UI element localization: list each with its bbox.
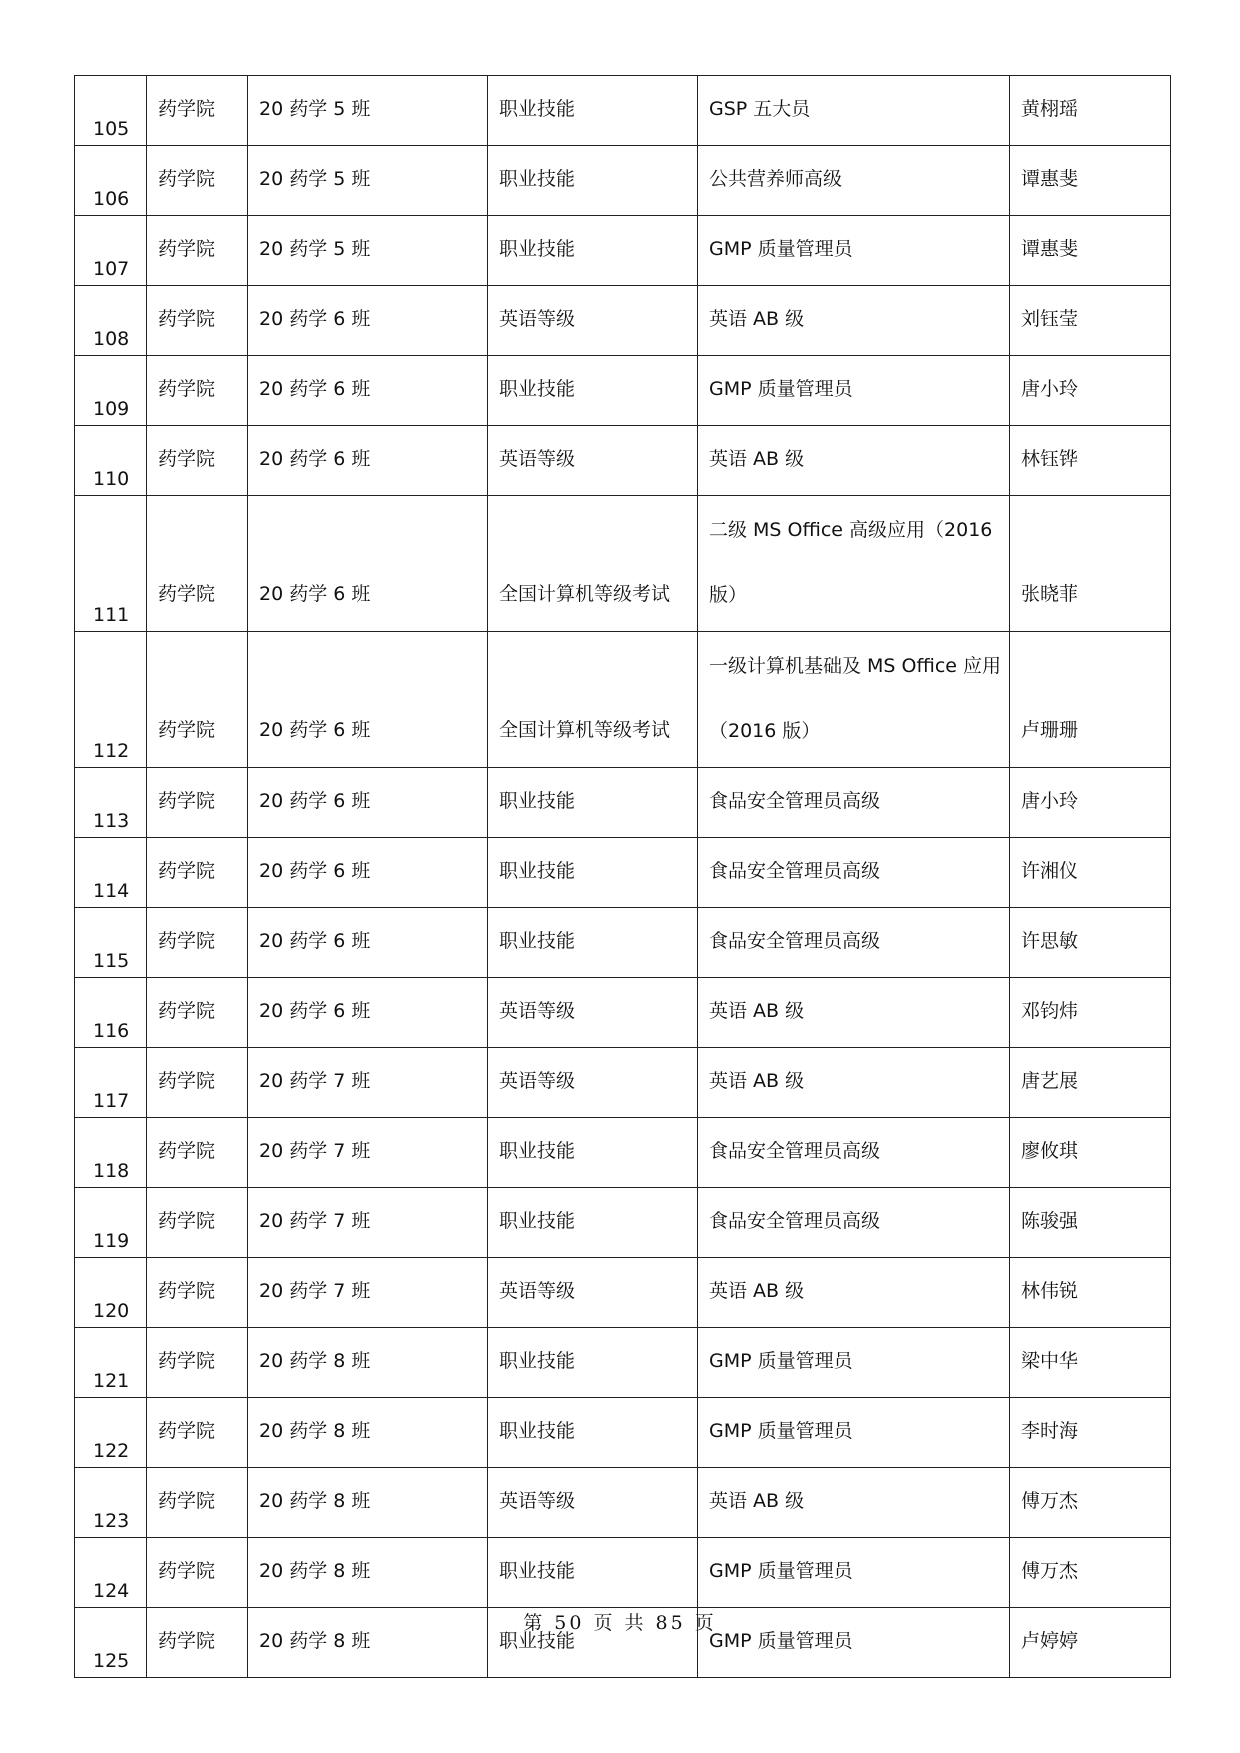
category-cell-text: 职业技能 [499, 168, 576, 190]
class-cell [248, 1188, 488, 1258]
row-number: 109 [75, 356, 147, 426]
certificate-item-cell [698, 1118, 1010, 1188]
table-row [75, 1328, 1171, 1398]
row-number: 111 [75, 496, 147, 632]
certificate-item-cell-text: 英语 AB 级 [709, 448, 805, 470]
college-cell [147, 1398, 248, 1468]
certificate-item-cell-text: GMP 质量管理员 [709, 1420, 853, 1442]
class-cell [248, 908, 488, 978]
class-cell [248, 768, 488, 838]
category-cell [488, 1398, 698, 1468]
college-cell-text: 药学院 [158, 1630, 216, 1652]
student-name-cell-text: 许湘仪 [1021, 860, 1079, 882]
class-cell-text: 20 药学 5 班 [259, 238, 371, 260]
row-number: 116 [75, 978, 147, 1048]
college-cell [147, 1538, 248, 1608]
college-cell [147, 1258, 248, 1328]
student-name-cell-text: 廖攸琪 [1021, 1140, 1079, 1162]
category-cell-text: 职业技能 [499, 930, 576, 952]
college-cell-text: 药学院 [158, 238, 216, 260]
class-cell-text: 20 药学 6 班 [259, 719, 371, 741]
table-row [75, 496, 1171, 632]
college-cell [147, 426, 248, 496]
table-row [75, 1398, 1171, 1468]
table-row [75, 1258, 1171, 1328]
certificate-item-cell-text: 食品安全管理员高级 [709, 860, 881, 882]
table-row [75, 216, 1171, 286]
college-cell-text: 药学院 [158, 790, 216, 812]
class-cell-text: 20 药学 7 班 [259, 1070, 371, 1092]
student-name-cell [1010, 356, 1171, 426]
row-number: 113 [75, 768, 147, 838]
student-name-cell-text: 林伟锐 [1021, 1280, 1079, 1302]
category-cell [488, 1468, 698, 1538]
certificate-item-cell [698, 1468, 1010, 1538]
certificate-item-cell-text: 二级 MS Office 高级应用（2016 版） [709, 519, 993, 606]
student-name-cell-text: 林钰铧 [1021, 448, 1079, 470]
category-cell-text: 英语等级 [499, 448, 576, 470]
college-cell-text: 药学院 [158, 860, 216, 882]
row-number: 125 [75, 1608, 147, 1678]
student-name-cell [1010, 768, 1171, 838]
row-number: 120 [75, 1258, 147, 1328]
category-cell-text: 职业技能 [499, 860, 576, 882]
certificate-item-cell [698, 908, 1010, 978]
category-cell [488, 1118, 698, 1188]
category-cell-text: 职业技能 [499, 1560, 576, 1582]
table-row [75, 768, 1171, 838]
certificate-item-cell [698, 1258, 1010, 1328]
certificate-item-cell [698, 1538, 1010, 1608]
student-name-cell-text: 卢婷婷 [1021, 1630, 1079, 1652]
category-cell [488, 76, 698, 146]
certificate-item-cell-text: GMP 质量管理员 [709, 378, 853, 400]
college-cell-text: 药学院 [158, 448, 216, 470]
category-cell [488, 1048, 698, 1118]
certificate-item-cell-text: 英语 AB 级 [709, 1000, 805, 1022]
college-cell [147, 286, 248, 356]
college-cell-text: 药学院 [158, 168, 216, 190]
student-name-cell [1010, 632, 1171, 768]
class-cell [248, 1328, 488, 1398]
student-name-cell-text: 黄栩瑶 [1021, 98, 1079, 120]
class-cell [248, 1118, 488, 1188]
class-cell [248, 496, 488, 632]
category-cell [488, 768, 698, 838]
certificate-item-cell-text: 食品安全管理员高级 [709, 1210, 881, 1232]
table-row [75, 1188, 1171, 1258]
row-number: 105 [75, 76, 147, 146]
row-number: 106 [75, 146, 147, 216]
row-number: 118 [75, 1118, 147, 1188]
college-cell-text: 药学院 [158, 308, 216, 330]
certificate-item-cell-text: 食品安全管理员高级 [709, 930, 881, 952]
student-name-cell-text: 张晓菲 [1021, 583, 1079, 605]
category-cell [488, 838, 698, 908]
certificate-item-cell [698, 768, 1010, 838]
category-cell [488, 632, 698, 768]
student-name-cell [1010, 1398, 1171, 1468]
certificate-item-cell-text: 英语 AB 级 [709, 1070, 805, 1092]
class-cell-text: 20 药学 7 班 [259, 1280, 371, 1302]
student-name-cell-text: 唐艺展 [1021, 1070, 1079, 1092]
student-name-cell-text: 陈骏强 [1021, 1210, 1079, 1232]
college-cell [147, 768, 248, 838]
category-cell [488, 1188, 698, 1258]
college-cell [147, 1188, 248, 1258]
class-cell [248, 838, 488, 908]
college-cell-text: 药学院 [158, 1140, 216, 1162]
class-cell [248, 356, 488, 426]
certificate-item-cell [698, 76, 1010, 146]
certificate-item-cell [698, 496, 1010, 632]
student-name-cell-text: 李时海 [1021, 1420, 1079, 1442]
category-cell-text: 职业技能 [499, 1210, 576, 1232]
student-name-cell [1010, 1118, 1171, 1188]
category-cell-text: 职业技能 [499, 378, 576, 400]
class-cell [248, 146, 488, 216]
student-name-cell [1010, 1258, 1171, 1328]
student-name-cell [1010, 908, 1171, 978]
certificate-item-cell [698, 286, 1010, 356]
college-cell-text: 药学院 [158, 1560, 216, 1582]
student-name-cell-text: 唐小玲 [1021, 790, 1079, 812]
class-cell [248, 1258, 488, 1328]
category-cell [488, 1538, 698, 1608]
certificate-item-cell-text: GMP 质量管理员 [709, 1350, 853, 1372]
class-cell-text: 20 药学 6 班 [259, 308, 371, 330]
row-number: 119 [75, 1188, 147, 1258]
student-name-cell [1010, 838, 1171, 908]
student-name-cell-text: 唐小玲 [1021, 378, 1079, 400]
category-cell-text: 英语等级 [499, 1070, 576, 1092]
class-cell-text: 20 药学 6 班 [259, 790, 371, 812]
category-cell-text: 职业技能 [499, 1350, 576, 1372]
table-row [75, 908, 1171, 978]
row-number: 108 [75, 286, 147, 356]
college-cell [147, 838, 248, 908]
certificate-item-cell-text: GMP 质量管理员 [709, 1630, 853, 1652]
page-number-footer: 第 50 页 共 85 页 [523, 1612, 717, 1634]
class-cell-text: 20 药学 8 班 [259, 1490, 371, 1512]
student-name-cell [1010, 1048, 1171, 1118]
student-name-cell [1010, 496, 1171, 632]
certificate-item-cell-text: GMP 质量管理员 [709, 238, 853, 260]
category-cell [488, 496, 698, 632]
category-cell-text: 英语等级 [499, 1490, 576, 1512]
class-cell-text: 20 药学 7 班 [259, 1140, 371, 1162]
college-cell-text: 药学院 [158, 930, 216, 952]
table-row [75, 632, 1171, 768]
table-row [75, 286, 1171, 356]
class-cell-text: 20 药学 8 班 [259, 1350, 371, 1372]
certificate-item-cell-text: 食品安全管理员高级 [709, 1140, 881, 1162]
certificate-item-cell [698, 1188, 1010, 1258]
college-cell [147, 908, 248, 978]
row-number: 110 [75, 426, 147, 496]
category-cell-text: 职业技能 [499, 98, 576, 120]
college-cell [147, 632, 248, 768]
class-cell-text: 20 药学 6 班 [259, 1000, 371, 1022]
student-name-cell [1010, 1188, 1171, 1258]
table-row [75, 978, 1171, 1048]
class-cell-text: 20 药学 7 班 [259, 1210, 371, 1232]
college-cell [147, 1328, 248, 1398]
college-cell [147, 356, 248, 426]
table-row [75, 838, 1171, 908]
student-name-cell-text: 梁中华 [1021, 1350, 1079, 1372]
class-cell-text: 20 药学 6 班 [259, 860, 371, 882]
certificate-item-cell-text: 英语 AB 级 [709, 308, 805, 330]
class-cell-text: 20 药学 5 班 [259, 98, 371, 120]
class-cell [248, 632, 488, 768]
class-cell-text: 20 药学 8 班 [259, 1420, 371, 1442]
student-name-cell-text: 邓钧炜 [1021, 1000, 1079, 1022]
student-name-cell [1010, 1538, 1171, 1608]
category-cell-text: 职业技能 [499, 1630, 576, 1652]
student-name-cell [1010, 76, 1171, 146]
category-cell-text: 职业技能 [499, 790, 576, 812]
class-cell-text: 20 药学 6 班 [259, 448, 371, 470]
table-row [75, 356, 1171, 426]
college-cell [147, 1118, 248, 1188]
college-cell [147, 216, 248, 286]
class-cell [248, 978, 488, 1048]
certificate-item-cell [698, 632, 1010, 768]
category-cell [488, 356, 698, 426]
college-cell [147, 496, 248, 632]
category-cell [488, 286, 698, 356]
category-cell-text: 英语等级 [499, 308, 576, 330]
certificate-item-cell [698, 1048, 1010, 1118]
class-cell-text: 20 药学 6 班 [259, 583, 371, 605]
class-cell [248, 1398, 488, 1468]
student-name-cell [1010, 216, 1171, 286]
row-number: 121 [75, 1328, 147, 1398]
certificate-item-cell-text: GSP 五大员 [709, 98, 811, 120]
student-name-cell-text: 谭惠斐 [1021, 238, 1079, 260]
table-row [75, 1048, 1171, 1118]
certificate-item-cell-text: 食品安全管理员高级 [709, 790, 881, 812]
category-cell-text: 全国计算机等级考试 [499, 583, 671, 605]
category-cell [488, 1258, 698, 1328]
class-cell [248, 1468, 488, 1538]
category-cell-text: 全国计算机等级考试 [499, 719, 671, 741]
table-body [75, 76, 1171, 1678]
category-cell-text: 职业技能 [499, 1140, 576, 1162]
class-cell-text: 20 药学 6 班 [259, 378, 371, 400]
category-cell-text: 英语等级 [499, 1280, 576, 1302]
table-row [75, 76, 1171, 146]
certificate-item-cell [698, 426, 1010, 496]
category-cell [488, 1328, 698, 1398]
certificate-item-cell [698, 216, 1010, 286]
college-cell-text: 药学院 [158, 98, 216, 120]
certificate-item-cell [698, 356, 1010, 426]
certificate-item-cell [698, 1398, 1010, 1468]
college-cell [147, 76, 248, 146]
row-number: 114 [75, 838, 147, 908]
certificate-item-cell-text: 英语 AB 级 [709, 1280, 805, 1302]
class-cell-text: 20 药学 5 班 [259, 168, 371, 190]
certificate-item-cell [698, 146, 1010, 216]
college-cell-text: 药学院 [158, 1000, 216, 1022]
college-cell [147, 978, 248, 1048]
student-name-cell-text: 谭惠斐 [1021, 168, 1079, 190]
category-cell [488, 426, 698, 496]
row-number: 122 [75, 1398, 147, 1468]
class-cell [248, 286, 488, 356]
certificate-item-cell [698, 1328, 1010, 1398]
table-row [75, 1468, 1171, 1538]
college-cell-text: 药学院 [158, 1490, 216, 1512]
college-cell [147, 1048, 248, 1118]
table-row [75, 146, 1171, 216]
category-cell [488, 216, 698, 286]
class-cell [248, 76, 488, 146]
certificate-item-cell-text: 一级计算机基础及 MS Office 应用（2016 版） [709, 655, 1002, 742]
row-number: 107 [75, 216, 147, 286]
student-name-cell [1010, 286, 1171, 356]
table-row [75, 1538, 1171, 1608]
student-name-cell [1010, 1328, 1171, 1398]
student-name-cell [1010, 146, 1171, 216]
category-cell [488, 908, 698, 978]
class-cell [248, 1538, 488, 1608]
class-cell [248, 426, 488, 496]
college-cell-text: 药学院 [158, 1070, 216, 1092]
student-name-cell-text: 傅万杰 [1021, 1560, 1079, 1582]
class-cell [248, 216, 488, 286]
row-number: 115 [75, 908, 147, 978]
certificate-item-cell [698, 978, 1010, 1048]
college-cell-text: 药学院 [158, 378, 216, 400]
college-cell-text: 药学院 [158, 1280, 216, 1302]
class-cell [248, 1048, 488, 1118]
student-name-cell-text: 许思敏 [1021, 930, 1079, 952]
table-row [75, 1118, 1171, 1188]
class-cell-text: 20 药学 8 班 [259, 1630, 371, 1652]
student-name-cell-text: 卢珊珊 [1021, 719, 1079, 741]
college-cell [147, 146, 248, 216]
student-name-cell [1010, 978, 1171, 1048]
certificate-item-cell-text: GMP 质量管理员 [709, 1560, 853, 1582]
certificate-table [74, 75, 1171, 1678]
college-cell-text: 药学院 [158, 1210, 216, 1232]
certificate-item-cell-text: 英语 AB 级 [709, 1490, 805, 1512]
class-cell-text: 20 药学 8 班 [259, 1560, 371, 1582]
table-row [75, 426, 1171, 496]
category-cell [488, 146, 698, 216]
student-name-cell [1010, 1468, 1171, 1538]
college-cell-text: 药学院 [158, 583, 216, 605]
certificate-item-cell-text: 公共营养师高级 [709, 168, 843, 190]
college-cell-text: 药学院 [158, 719, 216, 741]
row-number: 124 [75, 1538, 147, 1608]
row-number: 123 [75, 1468, 147, 1538]
row-number: 112 [75, 632, 147, 768]
row-number: 117 [75, 1048, 147, 1118]
college-cell-text: 药学院 [158, 1350, 216, 1372]
student-name-cell-text: 刘钰莹 [1021, 308, 1079, 330]
college-cell-text: 药学院 [158, 1420, 216, 1442]
student-name-cell [1010, 426, 1171, 496]
student-name-cell-text: 傅万杰 [1021, 1490, 1079, 1512]
college-cell [147, 1468, 248, 1538]
certificate-item-cell [698, 838, 1010, 908]
category-cell-text: 职业技能 [499, 1420, 576, 1442]
category-cell [488, 978, 698, 1048]
class-cell-text: 20 药学 6 班 [259, 930, 371, 952]
category-cell-text: 职业技能 [499, 238, 576, 260]
category-cell-text: 英语等级 [499, 1000, 576, 1022]
